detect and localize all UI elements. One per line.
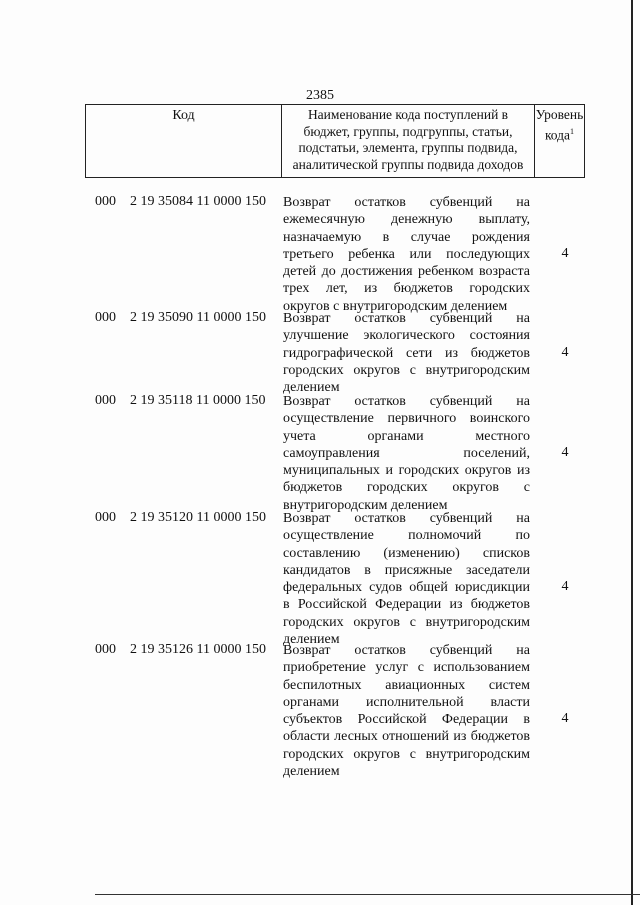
row-admin-code: 000 — [95, 393, 116, 408]
row-name-line: бюджетов городских округов с — [283, 480, 530, 496]
row-revenue-code: 2 19 35090 11 0000 150 — [130, 310, 266, 325]
header-divider — [584, 105, 585, 177]
row-name — [283, 510, 530, 648]
row-level: 4 — [561, 444, 569, 460]
row-name-line: округов с внутригородским делением — [283, 298, 508, 314]
header-level-footnote: 1 — [570, 126, 575, 136]
row-name — [283, 642, 530, 780]
row-admin-code: 000 — [95, 194, 116, 209]
row-name-line: улучшение экологического состояния — [283, 328, 530, 344]
page-edge-bottom — [95, 894, 640, 895]
row-name — [283, 194, 530, 315]
row-level: 4 — [561, 245, 569, 261]
row-name-line: трех лет, из бюджетов городских — [283, 281, 530, 297]
row-name-line: Возврат остатков субвенций на — [283, 195, 530, 210]
row-revenue-code: 2 19 35126 11 0000 150 — [130, 642, 266, 657]
row-name-line: осуществление первичного воинского — [283, 411, 530, 427]
row-name-line: гидрографической сети из бюджетов — [283, 345, 530, 361]
row-revenue-code: 2 19 35120 11 0000 150 — [130, 510, 266, 525]
row-name — [283, 310, 530, 396]
header-level-line: Уровень — [535, 107, 584, 122]
row-level: 4 — [561, 344, 569, 360]
header-name-line: бюджет, группы, подгруппы, статьи, — [303, 123, 513, 139]
row-name-line: приобретение услуг с использованием — [283, 660, 530, 676]
row-name-line: делением — [283, 764, 340, 780]
row-name-line: внутригородским делением — [283, 497, 448, 513]
row-name-line: городских округов с внутригородским — [283, 362, 530, 378]
header-code: Код — [172, 108, 195, 123]
header-name-line: подстатьи, элемента, группы подвида, — [298, 140, 518, 155]
row-name-line: области лесных отношений из бюджетов — [283, 729, 530, 745]
row-admin-code: 000 — [95, 642, 116, 657]
page-number: 2385 — [306, 88, 334, 103]
row-revenue-code: 2 19 35118 11 0000 150 — [130, 393, 266, 408]
table-header — [85, 104, 585, 178]
row-name-line: третьего ребенка или последующих — [283, 246, 530, 262]
header-name-line: аналитической группы подвида доходов — [292, 156, 524, 172]
row-name-line: в Российской Федерации из бюджетов — [283, 597, 530, 613]
header-level — [535, 107, 584, 144]
row-name-line: делением — [283, 632, 340, 648]
row-name-line: субъектов Российской Федерации в — [283, 712, 530, 728]
row-name-line: самоуправления поселений, — [283, 445, 530, 461]
row-revenue-code: 2 19 35084 11 0000 150 — [130, 194, 266, 209]
row-name-line: Возврат остатков субвенций на — [283, 311, 530, 326]
row-level: 4 — [561, 579, 569, 595]
row-name-line: Возврат остатков субвенций на — [283, 394, 530, 409]
row-name-line: беспилотных авиационных систем — [283, 677, 530, 693]
row-name-line: федеральных судов общей юрисдикции — [283, 580, 530, 596]
row-name-line: ежемесячную денежную выплату, — [283, 212, 530, 228]
row-name-line: муниципальных и городских округов из — [283, 463, 530, 479]
row-name-line: городских округов с внутригородским — [283, 614, 530, 630]
row-name-line: учета органами местного — [283, 428, 530, 444]
row-name-line: делением — [283, 380, 340, 396]
row-name — [283, 393, 530, 514]
row-name-line: городских округов с внутригородским — [283, 746, 530, 762]
header-level-line — [535, 124, 584, 144]
row-name-line: назначаемую в случае рождения — [283, 229, 530, 245]
row-name-line: Возврат остатков субвенций на — [283, 511, 530, 526]
header-level-text: кода — [544, 127, 571, 142]
row-name-line: Возврат остатков субвенций на — [283, 643, 530, 658]
row-admin-code: 000 — [95, 510, 116, 525]
row-name-line: составлению (изменению) списков — [283, 545, 530, 561]
header-name-line: Наименование кода поступлений в — [307, 107, 509, 122]
row-name-line: осуществление полномочий по — [283, 528, 530, 544]
row-admin-code: 000 — [95, 310, 116, 325]
header-name — [282, 107, 534, 173]
row-name-line: детей до достижения ребенком возраста — [283, 264, 530, 280]
page-edge-right — [631, 0, 633, 905]
row-name-line: кандидатов в присяжные заседатели — [283, 562, 530, 578]
row-level: 4 — [561, 711, 569, 727]
row-name-line: органами исполнительной власти — [283, 694, 530, 710]
